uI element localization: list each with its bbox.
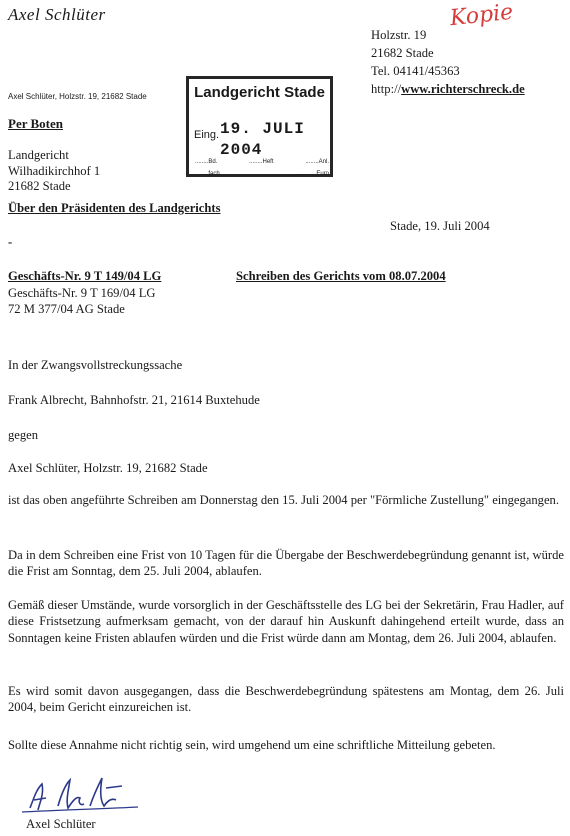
subject-line: Schreiben des Gerichts vom 08.07.2004 [236, 269, 446, 283]
web-domain: www.richterschreck.de [401, 82, 525, 96]
stamp-anl: Anl. [318, 159, 329, 165]
body-creditor: Frank Albrecht, Bahnhofstr. 21, 21614 Buxtehude [8, 393, 260, 407]
recipient-line-3: 21682 Stade [8, 179, 71, 193]
stamp-eing-label: Eing. [194, 129, 220, 141]
reference-others [8, 286, 156, 317]
sender-street: Holzstr. 19 [371, 28, 427, 42]
delivery-method: Per Boten [8, 116, 63, 131]
stamp-fach: fach [208, 171, 220, 177]
recipient-line-1: Landgericht [8, 148, 69, 162]
body-paragraph-2: Da in dem Schreiben eine Frist von 10 Tagen für die Übergabe der Beschwerdebegründung genannt ist, würde die Frist am Sonntag, dem 25. Juli 2004, ablaufen. [8, 548, 564, 579]
sender-name: Axel Schlüter [8, 5, 106, 24]
body-sache: In der Zwangsvollstreckungssache [8, 358, 183, 372]
stamp-row-1: ........Bd. ........Heft ........Anl. [195, 159, 329, 165]
recipient-via: Über den Präsidenten des Landgerichts [8, 201, 221, 215]
sender-website[interactable] [371, 80, 525, 98]
recipient-line-2: Wilhadikirchhof 1 [8, 163, 101, 178]
body-paragraph-3: Gemäß dieser Umstände, wurde vorsorglich in der Geschäftsstelle des LG bei der Sekretärin, Frau Hadler, auf diese Fristsetzung aufmerksam gemacht, von der darauf hin Auskunft dahingehend erteilt wurde, dass an Sonntagen keine Fristen ablaufen würden und die Frist würde dann am Montag, dem 26. Juli 2004, ablaufen. [8, 598, 564, 645]
stamp-bd: Bd. [208, 159, 218, 165]
sender-address-block [371, 26, 525, 98]
dash-mark: - [8, 235, 13, 249]
stamp-heft: Heft [262, 159, 274, 165]
stamp-date: 19. JULI 2004 [220, 120, 305, 159]
body-paragraph-4: Es wird somit davon ausgegangen, dass die Beschwerdebegründung spätestens am Montag, dem 26. Juli 2004, beim Gericht einzureichen ist. [8, 684, 564, 715]
reference-primary: Geschäfts-Nr. 9 T 149/04 LG [8, 269, 162, 283]
body-debtor: Axel Schlüter, Holzstr. 19, 21682 Stade [8, 461, 208, 475]
handwritten-signature [18, 770, 148, 816]
body-paragraph-1: ist das oben angeführte Schreiben am Donnerstag den 15. Juli 2004 per "Förmliche Zustellung" eingegangen. [8, 493, 559, 507]
reference-third: 72 M 377/04 AG Stade [8, 301, 125, 316]
stamp-row-2: ........fach ..............Euro [195, 171, 329, 177]
recipient-address [8, 148, 100, 195]
reference-second: Geschäfts-Nr. 9 T 169/04 LG [8, 286, 156, 300]
stamp-euro: Euro [316, 171, 329, 177]
return-address-line: Axel Schlüter, Holzstr. 19, 21682 Stade [8, 92, 147, 101]
court-receipt-stamp [186, 76, 333, 177]
stamp-title: Landgericht Stade [194, 84, 325, 101]
body-gegen: gegen [8, 428, 39, 442]
web-prefix: http:// [371, 82, 402, 96]
kopie-mark: Kopie [448, 0, 515, 32]
sender-city: 21682 Stade [371, 46, 434, 60]
sender-tel: Tel. 04141/45363 [371, 64, 460, 78]
body-paragraph-5: Sollte diese Annahme nicht richtig sein, wird umgehend um eine schriftliche Mitteilung gebeten. [8, 738, 496, 752]
letter-date: Stade, 19. Juli 2004 [390, 219, 490, 233]
signature-name: Axel Schlüter [26, 817, 96, 831]
